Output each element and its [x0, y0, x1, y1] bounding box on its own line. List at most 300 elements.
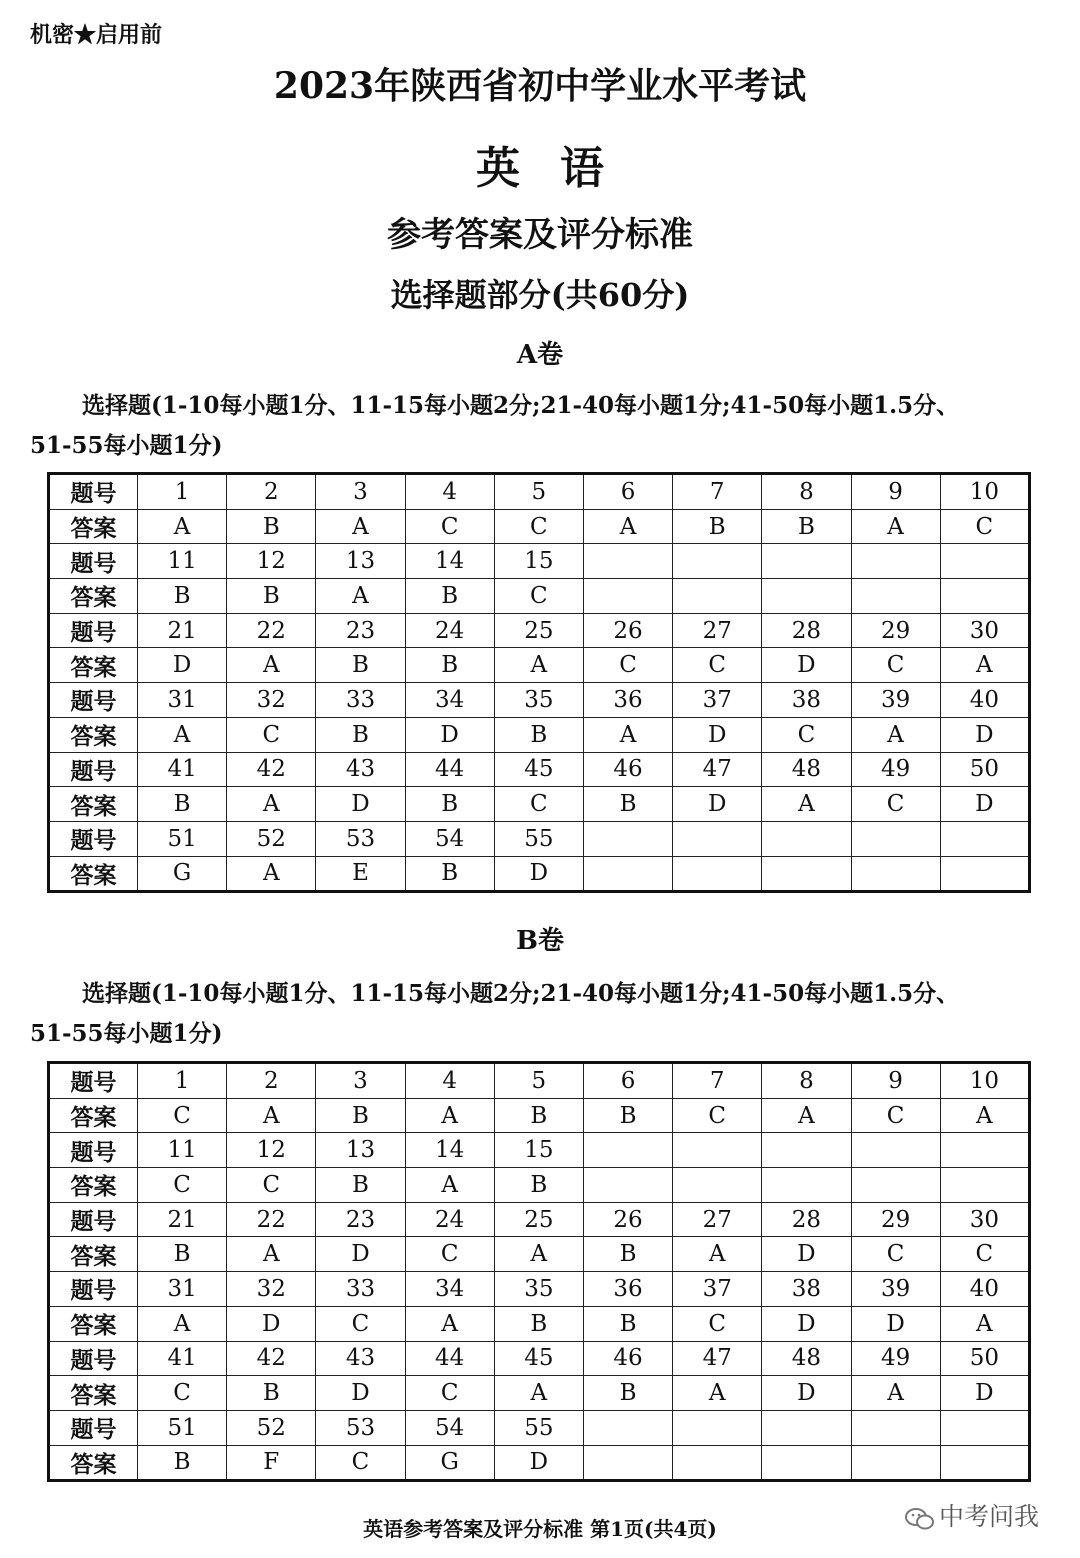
question-number-cell: 4 — [405, 1063, 494, 1099]
question-number-cell: 44 — [405, 1341, 494, 1376]
question-number-cell: 29 — [851, 1202, 940, 1237]
question-number-cell: 12 — [227, 544, 316, 579]
row-header-cell: 题号 — [49, 613, 138, 648]
answer-cell: C — [851, 1098, 940, 1133]
answer-cell: B — [405, 648, 494, 683]
answer-cell: A — [138, 1306, 227, 1341]
row-header-cell: 题号 — [49, 474, 138, 510]
answer-cell: B — [138, 1237, 227, 1272]
wechat-icon — [905, 1507, 935, 1529]
row-header-cell: 答案 — [49, 509, 138, 544]
question-number-cell: 14 — [405, 1133, 494, 1168]
answer-cell: A — [851, 717, 940, 752]
answer-cell: A — [851, 509, 940, 544]
answer-cell — [583, 856, 672, 892]
question-number-cell: 47 — [673, 752, 762, 787]
question-number-cell — [673, 544, 762, 579]
answer-cell: C — [138, 1098, 227, 1133]
answer-cell: D — [227, 1306, 316, 1341]
answer-row — [49, 1306, 1030, 1341]
question-number-cell: 51 — [138, 1410, 227, 1445]
answer-cell: D — [316, 787, 405, 822]
question-number-cell — [851, 821, 940, 856]
watermark — [905, 1497, 1039, 1533]
question-number-cell: 31 — [138, 1272, 227, 1307]
answer-cell — [762, 579, 851, 614]
answer-cell — [673, 579, 762, 614]
question-number-cell: 49 — [851, 752, 940, 787]
volume-b-instruction — [30, 974, 1060, 1054]
question-number-cell: 42 — [227, 1341, 316, 1376]
question-number-cell: 54 — [405, 821, 494, 856]
question-number-cell — [940, 1133, 1029, 1168]
question-number-cell: 5 — [494, 474, 583, 510]
answer-cell: B — [316, 1168, 405, 1203]
row-header-cell: 答案 — [49, 648, 138, 683]
question-number-cell: 10 — [940, 1063, 1029, 1099]
question-number-cell: 26 — [583, 613, 672, 648]
question-number-cell: 8 — [762, 474, 851, 510]
question-number-cell: 52 — [227, 821, 316, 856]
answer-cell: A — [227, 787, 316, 822]
volume-b-answer-table — [47, 1061, 1031, 1482]
question-number-cell: 31 — [138, 683, 227, 718]
answer-cell: C — [940, 509, 1029, 544]
question-number-cell: 9 — [851, 474, 940, 510]
question-number-row — [49, 1410, 1030, 1445]
question-number-cell: 3 — [316, 474, 405, 510]
question-number-cell: 50 — [940, 752, 1029, 787]
page-footer: 英语参考答案及评分标准 第1页(共4页) — [363, 1517, 717, 1541]
answer-cell: A — [405, 1168, 494, 1203]
answer-cell: D — [762, 1306, 851, 1341]
answer-cell: A — [138, 717, 227, 752]
question-number-cell: 6 — [583, 474, 672, 510]
volume-b-label: B卷 — [516, 926, 564, 956]
question-number-cell — [851, 1133, 940, 1168]
answer-cell — [762, 1168, 851, 1203]
answer-cell — [940, 1168, 1029, 1203]
question-number-cell: 50 — [940, 1341, 1029, 1376]
question-number-cell — [583, 821, 672, 856]
question-number-row — [49, 1063, 1030, 1099]
question-number-cell — [940, 821, 1029, 856]
answer-cell — [940, 1445, 1029, 1481]
answer-cell — [940, 579, 1029, 614]
question-number-cell: 34 — [405, 1272, 494, 1307]
question-number-cell: 4 — [405, 474, 494, 510]
question-number-cell: 30 — [940, 1202, 1029, 1237]
answer-cell — [673, 1168, 762, 1203]
question-number-cell — [762, 1133, 851, 1168]
answer-cell — [762, 1445, 851, 1481]
answer-cell: A — [227, 1237, 316, 1272]
answer-cell: A — [138, 509, 227, 544]
question-number-cell: 6 — [583, 1063, 672, 1099]
row-header-cell: 答案 — [49, 1306, 138, 1341]
volume-a-instruction — [30, 386, 1060, 466]
answer-cell: C — [316, 1306, 405, 1341]
question-number-cell: 5 — [494, 1063, 583, 1099]
answer-cell: D — [405, 717, 494, 752]
question-number-cell: 9 — [851, 1063, 940, 1099]
question-number-cell: 15 — [494, 544, 583, 579]
question-number-cell — [583, 1410, 672, 1445]
row-header-cell: 题号 — [49, 1410, 138, 1445]
instruction-line: 选择题(1-10每小题1分、11-15每小题2分;21-40每小题1分;41-50每小题1.5分、 — [82, 980, 960, 1007]
question-number-cell: 33 — [316, 1272, 405, 1307]
answer-cell: C — [405, 509, 494, 544]
question-number-cell: 28 — [762, 1202, 851, 1237]
answer-cell: D — [316, 1376, 405, 1411]
answer-cell: B — [494, 1306, 583, 1341]
answer-cell: C — [673, 1306, 762, 1341]
answer-cell: C — [138, 1168, 227, 1203]
question-number-cell: 13 — [316, 1133, 405, 1168]
row-header-cell: 答案 — [49, 579, 138, 614]
answer-cell: A — [227, 1098, 316, 1133]
answer-cell — [583, 1445, 672, 1481]
answer-cell: A — [673, 1237, 762, 1272]
answer-cell: A — [227, 648, 316, 683]
volume-a-answer-table — [47, 472, 1031, 893]
answer-cell: B — [405, 856, 494, 892]
answer-cell: D — [316, 1237, 405, 1272]
answer-cell: A — [762, 1098, 851, 1133]
answer-cell: D — [138, 648, 227, 683]
row-header-cell: 题号 — [49, 1063, 138, 1099]
question-number-cell: 32 — [227, 1272, 316, 1307]
volume-a-label: A卷 — [516, 340, 564, 370]
question-number-cell — [673, 1410, 762, 1445]
answer-cell: C — [583, 648, 672, 683]
question-number-cell: 1 — [138, 1063, 227, 1099]
question-number-cell: 35 — [494, 683, 583, 718]
answer-cell: B — [494, 1098, 583, 1133]
instruction-line: 51-55每小题1分) — [30, 432, 223, 459]
question-number-row — [49, 821, 1030, 856]
question-number-cell: 12 — [227, 1133, 316, 1168]
question-number-cell: 24 — [405, 613, 494, 648]
question-number-cell: 32 — [227, 683, 316, 718]
answer-cell: D — [940, 787, 1029, 822]
answer-cell: B — [583, 1306, 672, 1341]
answer-cell: D — [762, 1237, 851, 1272]
answer-cell: D — [940, 1376, 1029, 1411]
question-number-row — [49, 1272, 1030, 1307]
question-number-row — [49, 1133, 1030, 1168]
answer-cell: D — [851, 1306, 940, 1341]
row-header-cell: 答案 — [49, 856, 138, 892]
question-number-cell: 21 — [138, 1202, 227, 1237]
answer-cell: C — [673, 648, 762, 683]
section-title: 选择题部分(共60分) — [390, 276, 690, 314]
answer-row — [49, 717, 1030, 752]
question-number-cell: 37 — [673, 1272, 762, 1307]
question-number-cell: 30 — [940, 613, 1029, 648]
answer-row — [49, 1098, 1030, 1133]
question-number-cell: 55 — [494, 1410, 583, 1445]
answer-cell: D — [494, 1445, 583, 1481]
answer-cell: B — [583, 787, 672, 822]
question-number-cell: 45 — [494, 1341, 583, 1376]
question-number-row — [49, 1202, 1030, 1237]
answer-cell: A — [494, 1237, 583, 1272]
answer-cell: E — [316, 856, 405, 892]
answer-cell: D — [762, 648, 851, 683]
answer-cell: B — [316, 1098, 405, 1133]
question-number-cell: 43 — [316, 1341, 405, 1376]
answer-row — [49, 787, 1030, 822]
answer-cell — [583, 1168, 672, 1203]
question-number-cell: 7 — [673, 1063, 762, 1099]
question-number-cell: 25 — [494, 613, 583, 648]
answer-cell — [851, 856, 940, 892]
answer-cell: B — [583, 1098, 672, 1133]
question-number-cell: 25 — [494, 1202, 583, 1237]
instruction-line: 51-55每小题1分) — [30, 1020, 223, 1047]
question-number-cell: 2 — [227, 474, 316, 510]
question-number-cell — [762, 1410, 851, 1445]
question-number-cell: 22 — [227, 1202, 316, 1237]
question-number-cell: 13 — [316, 544, 405, 579]
answer-cell: C — [851, 787, 940, 822]
answer-cell: C — [405, 1237, 494, 1272]
exam-title: 2023年陕西省初中学业水平考试 — [273, 65, 807, 107]
subject-title: 英语 — [476, 143, 644, 194]
question-number-cell: 55 — [494, 821, 583, 856]
instruction-line: 选择题(1-10每小题1分、11-15每小题2分;21-40每小题1分;41-50每小题1.5分、 — [82, 392, 960, 419]
answer-cell: A — [405, 1306, 494, 1341]
question-number-cell: 47 — [673, 1341, 762, 1376]
answer-cell: A — [940, 648, 1029, 683]
row-header-cell: 题号 — [49, 752, 138, 787]
row-header-cell: 题号 — [49, 683, 138, 718]
answer-row — [49, 579, 1030, 614]
question-number-cell: 11 — [138, 1133, 227, 1168]
answer-row — [49, 648, 1030, 683]
question-number-cell — [762, 821, 851, 856]
question-number-cell: 51 — [138, 821, 227, 856]
question-number-cell: 21 — [138, 613, 227, 648]
row-header-cell: 答案 — [49, 787, 138, 822]
answer-cell: A — [227, 856, 316, 892]
row-header-cell: 答案 — [49, 1376, 138, 1411]
question-number-cell: 28 — [762, 613, 851, 648]
row-header-cell: 答案 — [49, 1237, 138, 1272]
question-number-cell: 14 — [405, 544, 494, 579]
question-number-row — [49, 474, 1030, 510]
answer-cell: D — [762, 1376, 851, 1411]
answer-cell: D — [940, 717, 1029, 752]
question-number-row — [49, 613, 1030, 648]
answer-cell — [762, 856, 851, 892]
question-number-cell: 36 — [583, 1272, 672, 1307]
answer-cell: C — [494, 509, 583, 544]
answer-cell: C — [138, 1376, 227, 1411]
answer-cell: B — [494, 1168, 583, 1203]
question-number-cell — [583, 1133, 672, 1168]
watermark-text: 中考问我 — [939, 1502, 1040, 1531]
answer-key-subtitle: 参考答案及评分标准 — [387, 215, 693, 255]
answer-cell: B — [405, 787, 494, 822]
answer-cell: C — [940, 1237, 1029, 1272]
question-number-cell: 38 — [762, 683, 851, 718]
row-header-cell: 题号 — [49, 821, 138, 856]
answer-cell — [851, 1445, 940, 1481]
question-number-cell — [673, 1133, 762, 1168]
answer-cell: D — [494, 856, 583, 892]
question-number-row — [49, 1341, 1030, 1376]
question-number-cell: 33 — [316, 683, 405, 718]
row-header-cell: 答案 — [49, 1098, 138, 1133]
answer-cell — [851, 1168, 940, 1203]
question-number-cell — [940, 544, 1029, 579]
answer-cell — [583, 579, 672, 614]
question-number-cell: 48 — [762, 1341, 851, 1376]
answer-cell: C — [494, 579, 583, 614]
row-header-cell: 题号 — [49, 1272, 138, 1307]
question-number-cell: 37 — [673, 683, 762, 718]
question-number-cell: 26 — [583, 1202, 672, 1237]
answer-cell: B — [227, 1376, 316, 1411]
answer-row — [49, 856, 1030, 892]
question-number-cell — [851, 1410, 940, 1445]
answer-cell — [940, 856, 1029, 892]
answer-cell: C — [227, 717, 316, 752]
question-number-cell: 45 — [494, 752, 583, 787]
answer-cell: B — [494, 717, 583, 752]
answer-row — [49, 1168, 1030, 1203]
answer-cell: A — [494, 1376, 583, 1411]
question-number-cell: 2 — [227, 1063, 316, 1099]
question-number-cell: 11 — [138, 544, 227, 579]
question-number-cell: 43 — [316, 752, 405, 787]
question-number-cell: 41 — [138, 1341, 227, 1376]
answer-cell: B — [138, 579, 227, 614]
answer-cell: A — [494, 648, 583, 683]
answer-cell: C — [851, 1237, 940, 1272]
answer-row — [49, 1445, 1030, 1481]
answer-cell: C — [851, 648, 940, 683]
answer-cell: A — [583, 509, 672, 544]
answer-cell: B — [583, 1237, 672, 1272]
answer-cell: B — [316, 717, 405, 752]
question-number-cell: 1 — [138, 474, 227, 510]
row-header-cell: 题号 — [49, 1133, 138, 1168]
question-number-cell: 10 — [940, 474, 1029, 510]
row-header-cell: 题号 — [49, 1341, 138, 1376]
row-header-cell: 题号 — [49, 544, 138, 579]
question-number-cell: 38 — [762, 1272, 851, 1307]
question-number-row — [49, 544, 1030, 579]
question-number-cell: 40 — [940, 683, 1029, 718]
row-header-cell: 答案 — [49, 717, 138, 752]
answer-cell — [673, 856, 762, 892]
question-number-cell: 27 — [673, 1202, 762, 1237]
answer-cell: A — [316, 509, 405, 544]
answer-cell: B — [138, 1445, 227, 1481]
question-number-cell: 42 — [227, 752, 316, 787]
answer-cell: F — [227, 1445, 316, 1481]
question-number-row — [49, 752, 1030, 787]
question-number-cell: 53 — [316, 821, 405, 856]
question-number-cell: 23 — [316, 613, 405, 648]
answer-cell: B — [762, 509, 851, 544]
question-number-cell: 49 — [851, 1341, 940, 1376]
answer-row — [49, 1376, 1030, 1411]
answer-cell: A — [405, 1098, 494, 1133]
question-number-cell — [851, 544, 940, 579]
answer-cell: B — [227, 509, 316, 544]
answer-cell: C — [227, 1168, 316, 1203]
question-number-cell: 36 — [583, 683, 672, 718]
question-number-cell: 39 — [851, 1272, 940, 1307]
question-number-row — [49, 683, 1030, 718]
answer-cell: D — [673, 717, 762, 752]
question-number-cell: 52 — [227, 1410, 316, 1445]
answer-cell: D — [673, 787, 762, 822]
question-number-cell: 35 — [494, 1272, 583, 1307]
question-number-cell: 39 — [851, 683, 940, 718]
question-number-cell — [673, 821, 762, 856]
answer-row — [49, 1237, 1030, 1272]
row-header-cell: 答案 — [49, 1445, 138, 1481]
question-number-cell: 15 — [494, 1133, 583, 1168]
question-number-cell: 40 — [940, 1272, 1029, 1307]
question-number-cell: 3 — [316, 1063, 405, 1099]
question-number-cell: 22 — [227, 613, 316, 648]
row-header-cell: 题号 — [49, 1202, 138, 1237]
question-number-cell: 8 — [762, 1063, 851, 1099]
answer-cell: A — [673, 1376, 762, 1411]
answer-cell: B — [138, 787, 227, 822]
answer-cell: A — [316, 579, 405, 614]
question-number-cell: 27 — [673, 613, 762, 648]
answer-cell: G — [405, 1445, 494, 1481]
answer-cell: B — [316, 648, 405, 683]
question-number-cell: 46 — [583, 752, 672, 787]
answer-cell — [851, 579, 940, 614]
question-number-cell: 29 — [851, 613, 940, 648]
answer-cell: A — [851, 1376, 940, 1411]
answer-cell: A — [762, 787, 851, 822]
answer-cell: A — [940, 1098, 1029, 1133]
answer-cell: B — [673, 509, 762, 544]
answer-cell — [673, 1445, 762, 1481]
question-number-cell: 44 — [405, 752, 494, 787]
confidential-label: 机密★启用前 — [30, 22, 163, 48]
question-number-cell: 48 — [762, 752, 851, 787]
answer-cell: A — [583, 717, 672, 752]
answer-cell: A — [940, 1306, 1029, 1341]
row-header-cell: 答案 — [49, 1168, 138, 1203]
answer-cell: C — [316, 1445, 405, 1481]
question-number-cell: 53 — [316, 1410, 405, 1445]
answer-cell: C — [673, 1098, 762, 1133]
answer-cell: C — [405, 1376, 494, 1411]
answer-cell: C — [494, 787, 583, 822]
answer-cell: G — [138, 856, 227, 892]
question-number-cell: 34 — [405, 683, 494, 718]
question-number-cell: 41 — [138, 752, 227, 787]
question-number-cell: 46 — [583, 1341, 672, 1376]
question-number-cell: 24 — [405, 1202, 494, 1237]
answer-cell: C — [762, 717, 851, 752]
question-number-cell — [762, 544, 851, 579]
question-number-cell — [940, 1410, 1029, 1445]
question-number-cell — [583, 544, 672, 579]
